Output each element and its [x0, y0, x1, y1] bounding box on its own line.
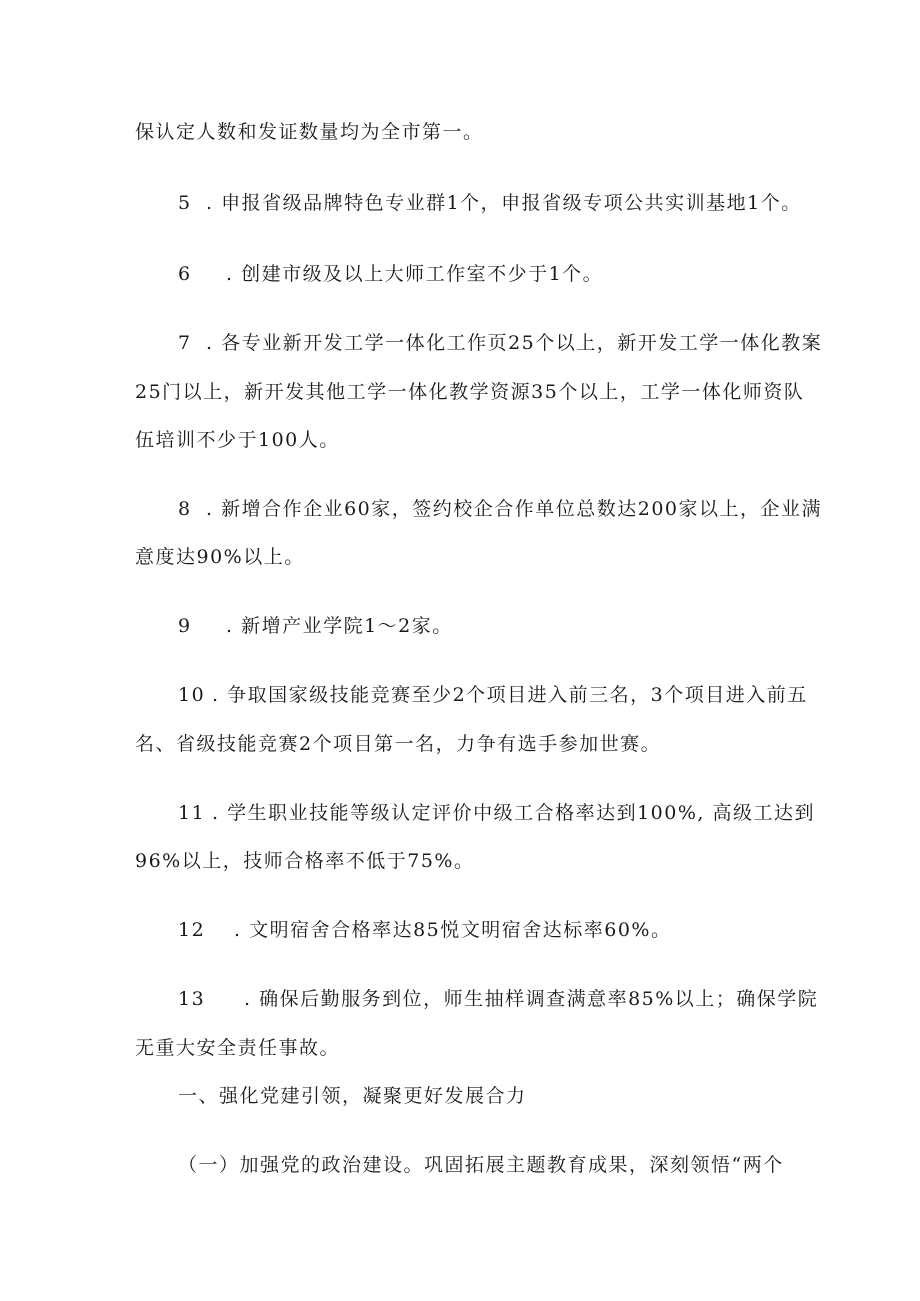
list-item-13 [178, 986, 920, 1012]
item-text: . 申报省级品牌特色专业群1个，申报省级专项公共实训基地1个。 [206, 192, 802, 214]
item-text: . 学生职业技能等级认定评价中级工合格率达到100%, 高级工达到 [212, 802, 815, 824]
item-text: . 新增产业学院1～2家。 [226, 615, 453, 637]
item-number: 11 [178, 802, 206, 824]
item-number: 7 [178, 332, 192, 354]
item-number: 8 [178, 498, 192, 520]
item-number: 6 [178, 263, 192, 285]
list-item-7 [178, 330, 920, 356]
paragraph-line: 96%以上，技师合格率不低于75%。 [135, 850, 475, 872]
item-text: . 争取国家级技能竞赛至少2个项目进入前三名，3个项目进入前五 [212, 684, 808, 706]
list-item-12 [178, 917, 920, 943]
item-text: . 创建市级及以上大师工作室不少于1个。 [226, 263, 604, 285]
list-item-11 [178, 800, 920, 826]
paragraph-line: 无重大安全责任事故。 [135, 1037, 341, 1059]
item-text: . 各专业新开发工学一体化工作页25个以上，新开发工学一体化教案 [206, 332, 823, 354]
subsection-heading: （一）加强党的政治建设。巩固拓展主题教育成果，深刻领悟“两个 [178, 1154, 784, 1176]
item-text: . 新增合作企业60家，签约校企合作单位总数达200家以上，企业满 [206, 498, 823, 520]
item-text: . 确保后勤服务到位，师生抽样调查满意率85%以上；确保学院 [244, 988, 819, 1010]
section-heading: 一、强化党建引领，凝聚更好发展合力 [178, 1085, 527, 1107]
paragraph-line: 25门以上，新开发其他工学一体化教学资源35个以上，工学一体化师资队 [135, 381, 805, 403]
item-number: 10 [178, 684, 206, 706]
list-item-6 [178, 261, 920, 287]
paragraph-line: 名、省级技能竞赛2个项目第一名，力争有选手参加世赛。 [135, 733, 662, 755]
item-number: 9 [178, 615, 192, 637]
item-number: 13 [178, 988, 206, 1010]
paragraph-line: 伍培训不少于100人。 [135, 429, 340, 451]
item-text: . 文明宿舍合格率达85悦文明宿舍达标率60%。 [234, 919, 672, 941]
paragraph-line: 保认定人数和发证数量均为全市第一。 [135, 121, 484, 143]
list-item-9 [178, 613, 920, 639]
item-number: 5 [178, 192, 192, 214]
paragraph-line: 意度达90%以上。 [135, 546, 305, 568]
item-number: 12 [178, 919, 206, 941]
list-item-10 [178, 682, 920, 708]
list-item-5 [178, 190, 920, 216]
list-item-8 [178, 496, 920, 522]
